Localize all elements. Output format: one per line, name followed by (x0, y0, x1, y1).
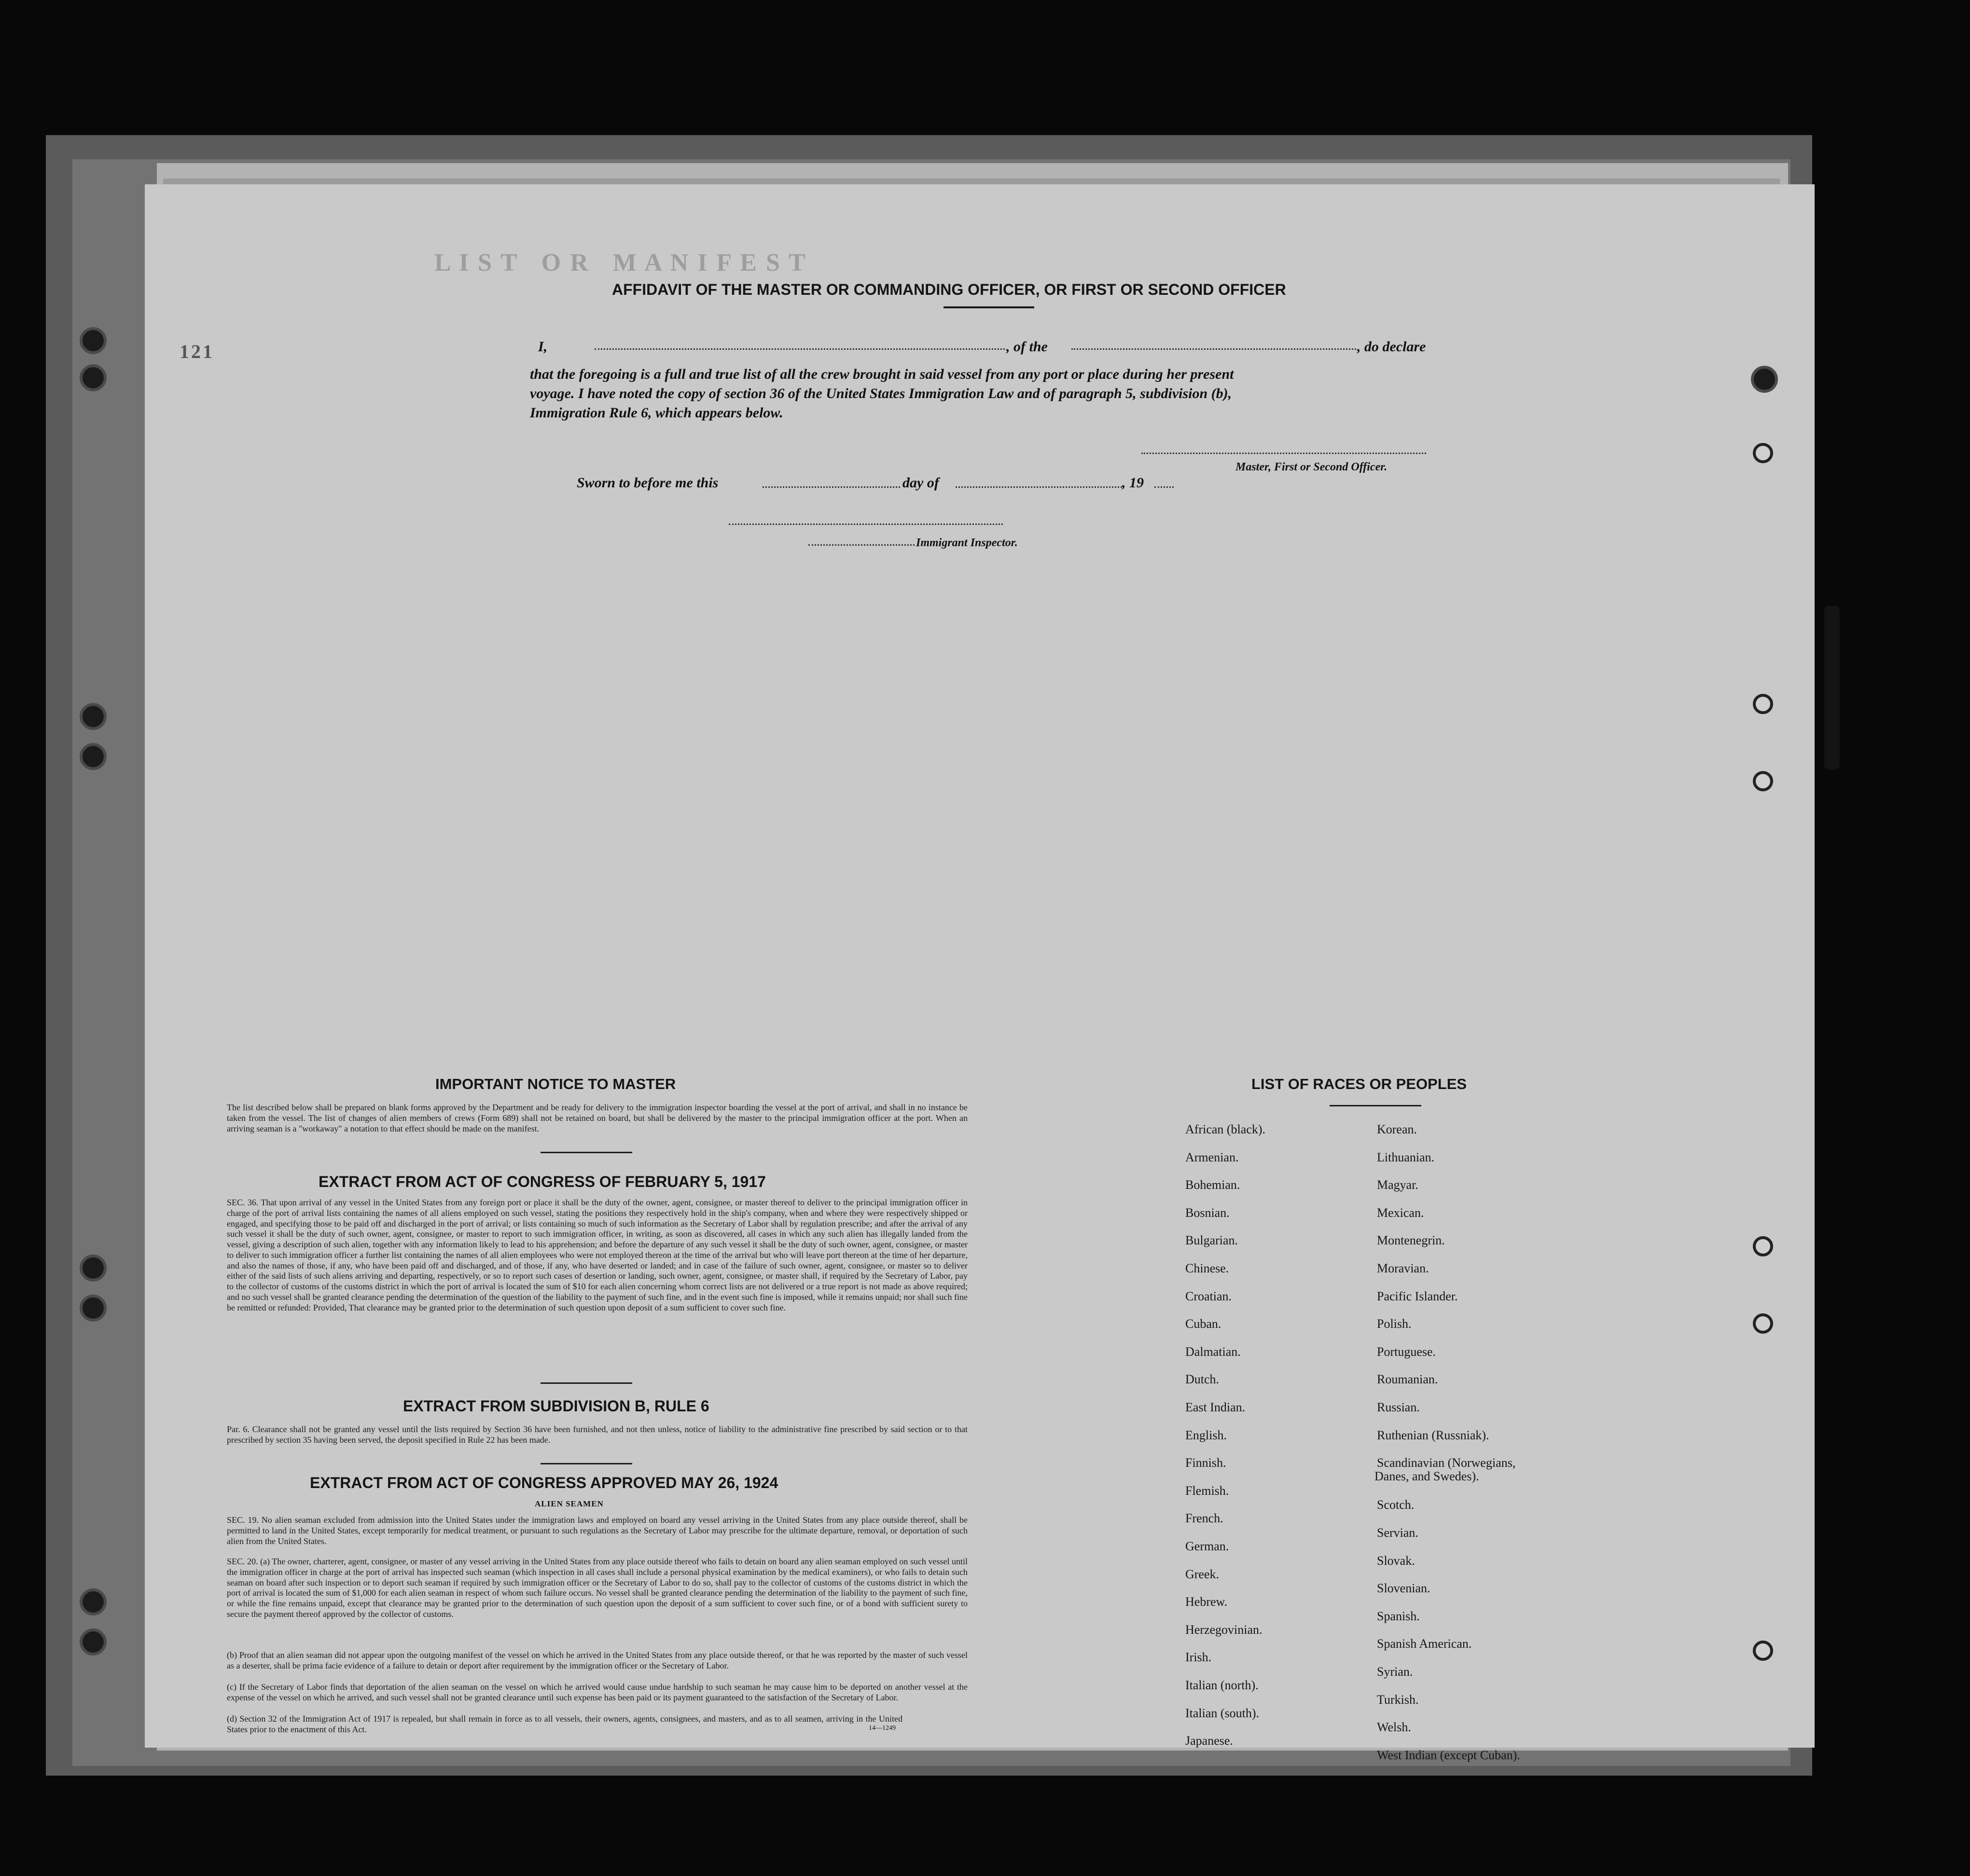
binder-clip (1824, 606, 1840, 770)
binder-hole (1751, 366, 1778, 393)
form-number: 14—1249 (869, 1724, 896, 1732)
form-page (145, 184, 1815, 1748)
master-label: Master, First or Second Officer. (1235, 461, 1387, 473)
affidavit-body-line3: Immigration Rule 6, which appears below. (530, 405, 783, 421)
notice-rule (541, 1152, 632, 1153)
binder-hole (1753, 771, 1773, 791)
notice-text: The list described below shall be prepared on blank forms approved by the Department and be ready for delivery to the immigration inspector boarding the vessel at the port of arrival, and shall in no instance be taken from the vessel. The list of changes of alien members of crews (Form 689) shall not be retained on board, but shall be delivered by the master to the principal immigration officer at the port. When an arriving seaman is a "workaway" a notation to that effect should be made on the manifest. (227, 1103, 968, 1133)
binder-hole (1753, 443, 1773, 463)
race-item: Armenian. (1185, 1150, 1239, 1164)
affidavit-title: AFFIDAVIT OF THE MASTER OR COMMANDING OFFICER, OR FIRST OR SECOND OFFICER (612, 281, 1286, 298)
race-item: African (black). (1185, 1122, 1266, 1136)
do-declare-label: , do declare (1357, 339, 1426, 355)
master-signature-blank[interactable] (1141, 453, 1426, 454)
inspector-signature-blank[interactable] (729, 524, 1003, 525)
alien-seamen-subtitle: ALIEN SEAMEN (535, 1499, 604, 1508)
race-item: Portuguese. (1377, 1344, 1436, 1359)
binder-hole (80, 1628, 107, 1655)
race-item: Slovenian. (1377, 1581, 1430, 1596)
affidavit-body-line1: that the foregoing is a full and true list of all the crew brought in said vessel from any port or place during her present (530, 366, 1234, 382)
race-item: Roumanian. (1377, 1372, 1438, 1387)
race-item: Finnish. (1185, 1456, 1226, 1470)
of-the-label: , of the (1006, 339, 1048, 355)
race-item: Dalmatian. (1185, 1344, 1241, 1359)
extract-1924-sec20: SEC. 20. (a) The owner, charterer, agent, consignee, or master of any vessel arriving in the United States from any place outside thereof who fails to detain on board any alien seaman employed on such vessel until the immigration officer in charge at the port of arrival has inspected such seaman (which inspection in all cases shall include a personal physical examination by the medical examiners), or who fails to detain such seaman on board after such inspection or to deport such seaman if required by such immigration officer or the Secretary of Labor to do so, shall pay to the collector of customs of the customs district in which the port of arrival is located the sum of $1,000 for each alien seaman in respect of whom such failure occurs. No vessel shall be granted clearance pending the determination of the liability to the payment of such fine, or while the fine remains unpaid, except that clearance may be granted prior to the determination of such question upon the deposit of a sum sufficient to cover such fine, or of a bond with sufficient surety to secure the payment thereof approved by the collector of customs. (227, 1557, 968, 1619)
name-blank[interactable] (595, 348, 1005, 350)
races-rule (1330, 1105, 1421, 1106)
affidavit-body-line2: voyage. I have noted the copy of section 36 of the United States Immigration Law and of paragraph 5, subdivision (b), (530, 386, 1232, 401)
extract-1924-title: EXTRACT FROM ACT OF CONGRESS APPROVED MAY 26, 1924 (310, 1474, 778, 1491)
race-item: Danes, and Swedes). (1374, 1469, 1479, 1484)
race-item: Polish. (1377, 1317, 1412, 1331)
race-item: West Indian (except Cuban). (1377, 1748, 1520, 1762)
race-item: Irish. (1185, 1650, 1212, 1665)
binder-hole (80, 743, 107, 770)
extract-rule6-rule (541, 1463, 632, 1464)
extract-1924-sec20b: (b) Proof that an alien seaman did not appear upon the outgoing manifest of the vessel on which he arrived in the United States from any place outside thereof, or that he was reported by the master of such vessel as a deserter, shall be prima facie evidence of a failure to detain or deport after requirement by the immigration officer or the Secretary of Labor. (227, 1650, 968, 1670)
race-item: Turkish. (1377, 1692, 1419, 1707)
sworn-month-blank[interactable] (956, 486, 1122, 488)
race-item: Italian (south). (1185, 1706, 1260, 1720)
race-item: Korean. (1377, 1122, 1417, 1136)
race-item: Lithuanian. (1377, 1150, 1435, 1164)
extract-1917-title: EXTRACT FROM ACT OF CONGRESS OF FEBRUARY 5, 1917 (319, 1173, 766, 1190)
year-label: , 19 (1122, 475, 1144, 491)
binder-hole (1753, 1236, 1773, 1256)
inspector-signature-line (808, 544, 915, 546)
binder-hole (1753, 694, 1773, 714)
race-item: Syrian. (1377, 1665, 1413, 1679)
race-item: Russian. (1377, 1400, 1420, 1414)
race-item: Croatian. (1185, 1289, 1232, 1303)
bleed-through-rows (396, 526, 848, 662)
extract-1924-sec20c: (c) If the Secretary of Labor finds that deportation of the alien seaman on the vessel on which he arrived would cause undue hardship to such seaman he may cause him to be deported on another vessel at the expense of the vessel on which he arrived, and such vessel shall not be granted clearance until such expense has been paid or its payment guaranteed to the satisfaction of the Secretary of Labor. (227, 1682, 968, 1702)
race-item: Welsh. (1377, 1720, 1411, 1735)
extract-1924-sec20d: (d) Section 32 of the Immigration Act of 1917 is repealed, but shall remain in force as to all vessels, their owners, agents, consignees, and masters, and as to all seamen, arriving in the United States prior to the enactment of this Act. (227, 1714, 902, 1734)
race-item: Bulgarian. (1185, 1233, 1238, 1248)
race-item: Hebrew. (1185, 1595, 1228, 1609)
binder-hole (80, 1295, 107, 1322)
race-item: Servian. (1377, 1526, 1418, 1540)
race-item: Italian (north). (1185, 1678, 1259, 1692)
day-of-label: day of (902, 475, 939, 491)
binder-hole (80, 327, 107, 354)
race-item: Japanese. (1185, 1734, 1233, 1748)
race-item: Herzegovinian. (1185, 1622, 1262, 1637)
race-item: Pacific Islander. (1377, 1289, 1458, 1303)
extract-rule6-title: EXTRACT FROM SUBDIVISION B, RULE 6 (403, 1397, 709, 1415)
sworn-year-blank[interactable] (1154, 486, 1174, 488)
race-item: Dutch. (1185, 1372, 1220, 1387)
race-item: Chinese. (1185, 1261, 1229, 1275)
race-item: Moravian. (1377, 1261, 1429, 1275)
race-item: Ruthenian (Russniak). (1377, 1428, 1489, 1442)
bleed-through-heading: L I S T O R M A N I F E S T (434, 249, 807, 276)
race-item: Scandinavian (Norwegians, (1377, 1456, 1516, 1470)
race-item: Flemish. (1185, 1483, 1229, 1498)
binder-hole (80, 1255, 107, 1282)
extract-1924-sec19: SEC. 19. No alien seaman excluded from admission into the United States under the immigration laws and employed on board any vessel arriving in the United States from any place outside thereof, shall be permitted to land in the United States, except temporarily for medical treatment, or pursuant to such regulations as the Secretary of Labor may prescribe for the ultimate departure, removal, or deportation of such alien from the United States. (227, 1515, 968, 1546)
race-item: Scotch. (1377, 1498, 1415, 1512)
race-item: Cuban. (1185, 1317, 1221, 1331)
sworn-label: Sworn to before me this (577, 475, 719, 491)
races-title: LIST OF RACES OR PEOPLES (1251, 1076, 1467, 1092)
edge-stamp: 121 (180, 341, 214, 362)
title-rule (943, 306, 1034, 308)
race-item: Mexican. (1377, 1205, 1424, 1220)
extract-1917-text: SEC. 36. That upon arrival of any vessel in the United States from any foreign port or place it shall be the duty of the owner, agent, consignee, or master thereof to deliver to the principal immigration officer in charge of the port of arrival lists containing the names of all aliens employed on such vessel, stating the positions they respectively hold in the ship's company, when and where they were respectively shipped or engaged, and specifying those to be paid off and discharged in the port of arrival; or lists containing so much of such information as the Secretary of Labor shall by regulation prescribe; and after the arrival of any such vessel it shall be the duty of such owner, agent, consignee, or master to report to such immigration officer, in writing, as soon as discovered, all cases in which any such alien has illegally landed from the vessel, giving a description of such alien, together with any information likely to lead to his apprehension; and before the departure of any such vessel it shall be the duty of such owner, agent, consignee, or master to deliver to such immigration officer a further list containing the names of all alien employees who were not employed thereon at the time of the arrival but who will leave port thereon at the time of her departure, and also the names of those, if any, who have been paid off and discharged, and of those, if any, who have deserted or landed; and in case of the failure of such owner, agent, consignee, or master so to deliver either of the said lists of such aliens arriving and departing, respectively, or so to report such cases of desertion or landing, such owner, agent, consignee, or master shall, if required by the Secretary of Labor, pay to the collector of customs of the customs district in which the port of arrival is located the sum of $10 for each alien concerning whom correct lists are not delivered or a true report is not made as above required; and no such vessel shall be granted clearance pending the determination of the question of the liability to the payment of such fine, and in the event such fine is imposed, while it remains unpaid; nor shall such fine be remitted or refunded: Provided, That clearance may be granted prior to the determination of such question upon deposit of a sum sufficient to cover such fine. (227, 1198, 968, 1312)
i-label: I, (538, 339, 548, 355)
race-item: East Indian. (1185, 1400, 1246, 1414)
notice-title: IMPORTANT NOTICE TO MASTER (435, 1076, 676, 1092)
extract-1917-rule (541, 1382, 632, 1384)
race-item: Bosnian. (1185, 1205, 1230, 1220)
race-item: German. (1185, 1539, 1229, 1553)
binder-hole (80, 1588, 107, 1615)
race-item: Spanish. (1377, 1609, 1420, 1623)
vessel-blank[interactable] (1071, 348, 1356, 350)
race-item: Spanish American. (1377, 1637, 1472, 1651)
inspector-label: Immigrant Inspector. (916, 537, 1018, 549)
binder-hole (80, 703, 107, 730)
race-item: English. (1185, 1428, 1227, 1442)
race-item: Greek. (1185, 1567, 1220, 1581)
race-item: French. (1185, 1511, 1223, 1526)
race-item: Montenegrin. (1377, 1233, 1445, 1248)
race-item: Slovak. (1377, 1553, 1415, 1568)
sworn-day-blank[interactable] (763, 486, 900, 488)
extract-rule6-text: Par. 6. Clearance shall not be granted any vessel until the lists required by Section 36 have been furnished, and not then unless, notice of liability to the administrative fine prescribed by said section or to that prescribed by section 35 having been served, the deposit specified in Rule 22 has been made. (227, 1424, 968, 1445)
race-item: Bohemian. (1185, 1178, 1240, 1192)
binder-hole (80, 364, 107, 391)
race-item: Magyar. (1377, 1178, 1418, 1192)
binder-hole (1753, 1641, 1773, 1661)
binder-hole (1753, 1313, 1773, 1334)
